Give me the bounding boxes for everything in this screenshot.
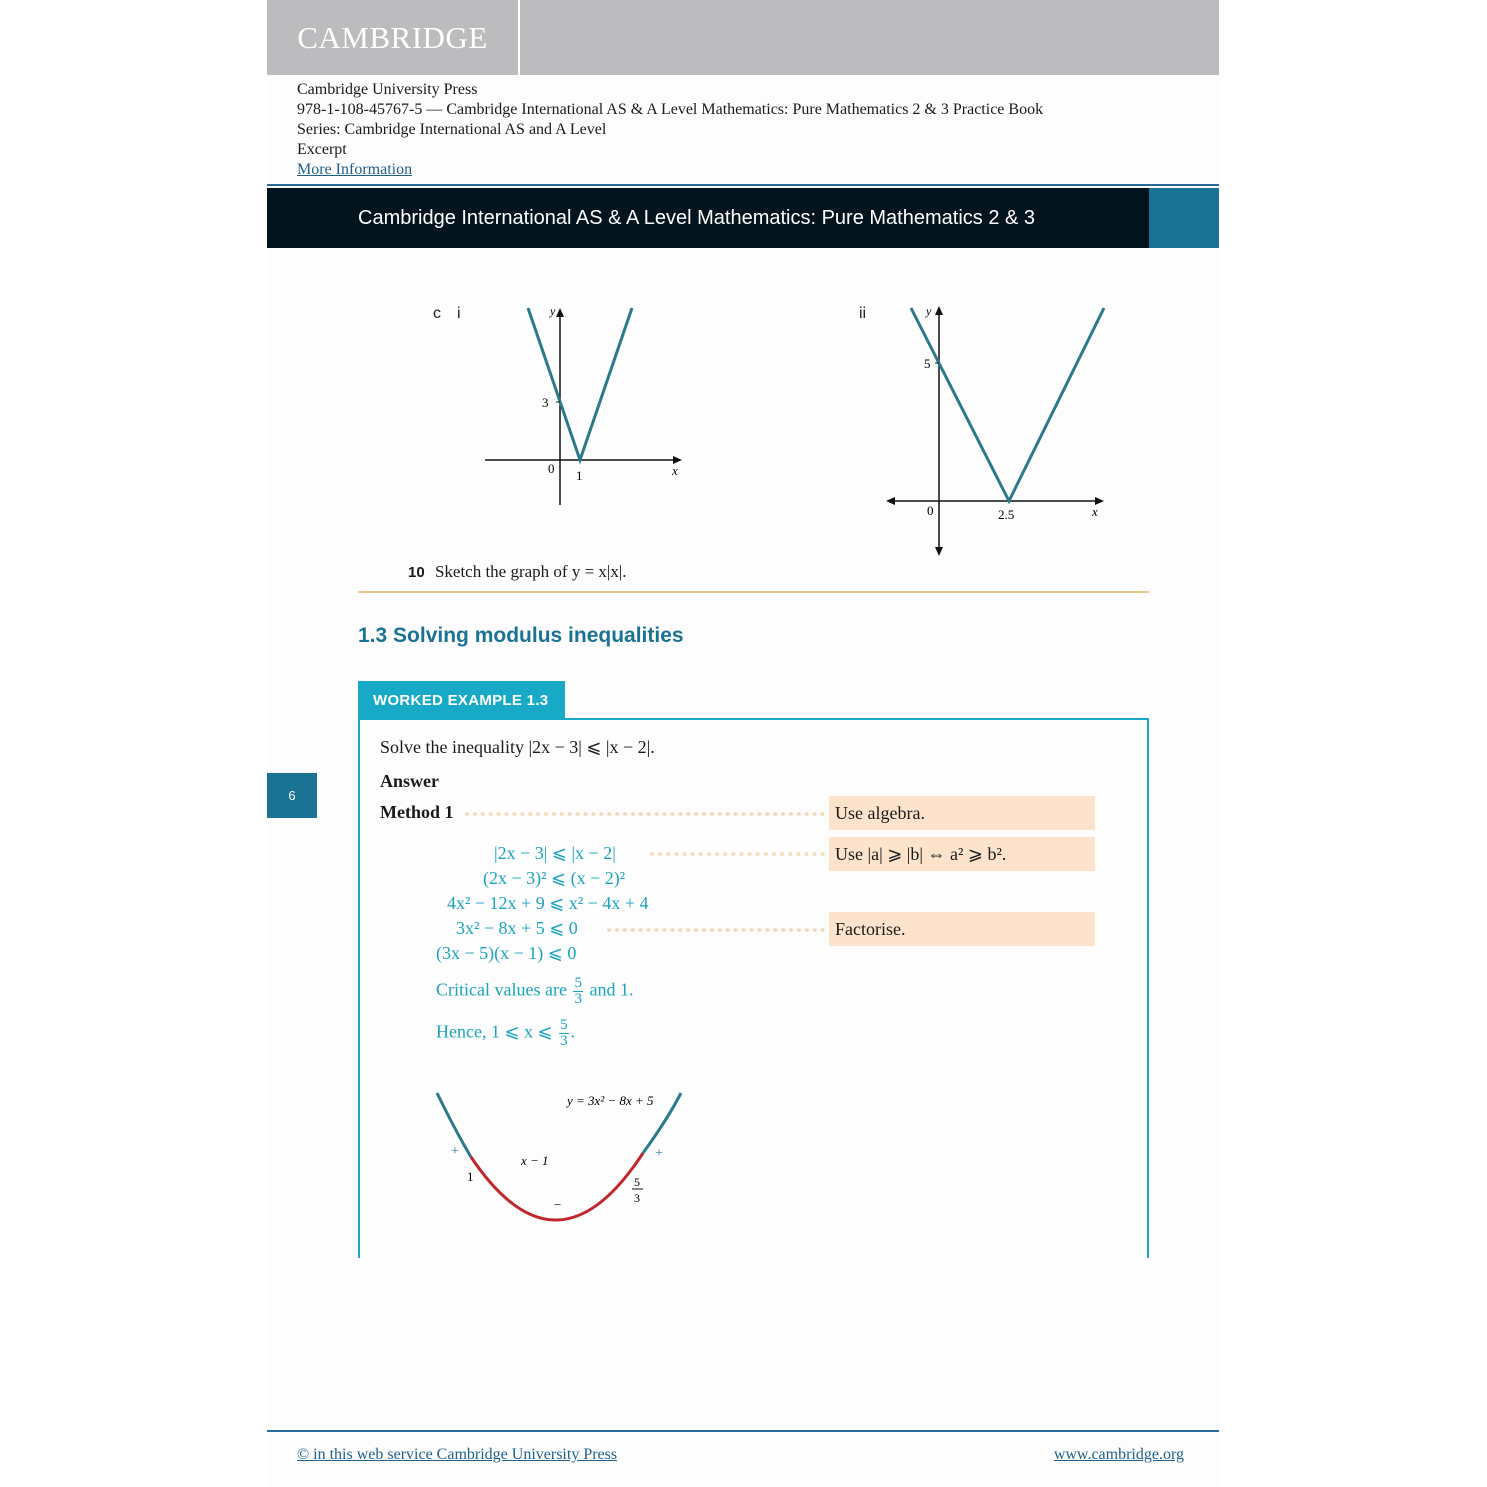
graph-ii-y-intercept: 5 — [924, 356, 931, 371]
title-tab-accent — [1149, 188, 1219, 248]
note-factorise — [829, 912, 1095, 946]
critical-suffix: and 1. — [589, 979, 634, 1000]
fraction-five-thirds — [559, 1018, 569, 1049]
leader-dots-1 — [465, 812, 825, 816]
graph-ii-x-label: x — [1092, 504, 1098, 519]
graph-i — [480, 300, 690, 510]
worked-example-tab: WORKED EXAMPLE 1.3 — [358, 681, 565, 719]
graph-ii-y-arrow-up — [935, 306, 943, 315]
graph-i-vertex: 1 — [576, 468, 583, 483]
header-divider — [267, 184, 1219, 186]
meta-publisher: Cambridge University Press — [297, 81, 478, 98]
graph-ii — [882, 300, 1112, 560]
note-text: Use algebra. — [835, 802, 925, 823]
frac-den: 3 — [574, 991, 582, 1007]
step-2: (2x − 3)² ⩽ (x − 2)² — [483, 868, 626, 888]
part-label-c: c — [433, 305, 441, 322]
section-title: 1.3 Solving modulus inequalities — [358, 624, 684, 647]
page-number: 6 — [267, 773, 317, 818]
note-text: Use |a| ⩾ |b| ⇔ a² ⩾ b². — [835, 843, 1007, 864]
sign-plus-right: + — [655, 1146, 663, 1161]
meta-excerpt: Excerpt — [297, 141, 347, 158]
graph-i-y-label: y — [550, 304, 556, 318]
graph-ii-y-arrow-down — [935, 547, 943, 556]
note-use-algebra — [829, 796, 1095, 830]
graph-i-origin: 0 — [548, 461, 555, 476]
frac-num: 5 — [574, 975, 582, 991]
fraction-five-thirds — [573, 976, 583, 1007]
leader-dots-3 — [607, 928, 825, 932]
answer-label: Answer — [380, 771, 439, 791]
note-modulus-squares — [829, 837, 1095, 871]
factor-label: x − 1 — [521, 1153, 549, 1168]
graph-ii-y-label: y — [926, 304, 932, 318]
sign-minus: − — [554, 1197, 562, 1212]
root-right-num: 5 — [634, 1175, 640, 1189]
graph-i-x-label: x — [672, 463, 678, 478]
graph-i-curve — [528, 308, 632, 460]
frac-num: 5 — [560, 1017, 568, 1033]
cambridge-website-link[interactable]: www.cambridge.org — [1053, 1446, 1184, 1463]
graph-i-y-intercept: 3 — [542, 395, 549, 410]
more-information-link[interactable]: More Information — [297, 161, 413, 178]
hence-line — [436, 1018, 575, 1049]
meta-series: Series: Cambridge International AS and A Level — [297, 121, 607, 138]
publisher-header — [267, 0, 1219, 75]
part-label-ii: ii — [859, 305, 867, 322]
step-3: 4x² − 12x + 9 ⩽ x² − 4x + 4 — [447, 893, 649, 913]
critical-prefix: Critical values are — [436, 979, 567, 1000]
part-label-i: i — [457, 305, 461, 322]
step-4: 3x² − 8x + 5 ⩽ 0 — [456, 918, 578, 938]
sign-plus-left: + — [451, 1144, 459, 1159]
question-number: 10 — [408, 564, 425, 581]
graph-ii-curve — [911, 308, 1104, 501]
step-5: (3x − 5)(x − 1) ⩽ 0 — [436, 943, 577, 963]
critical-values — [436, 976, 633, 1007]
page — [267, 0, 1219, 1487]
graph-i-y-arrow — [556, 308, 564, 317]
question-text: Sketch the graph of y = x|x|. — [434, 562, 627, 581]
cambridge-logo[interactable]: CAMBRIDGE — [267, 0, 520, 75]
book-title: Cambridge International AS & A Level Mathematics: Pure Mathematics 2 & 3 — [358, 206, 1036, 229]
step-1: |2x − 3| ⩽ |x − 2| — [494, 843, 616, 863]
leader-dots-2 — [650, 852, 825, 856]
frac-den: 3 — [560, 1033, 568, 1049]
book-meta — [297, 80, 1043, 180]
graph-ii-vertex: 2.5 — [998, 507, 1015, 522]
root-left: 1 — [467, 1169, 474, 1184]
book-title-band — [267, 188, 1149, 248]
question-10 — [408, 562, 627, 582]
graph-ii-x-arrow-left — [886, 497, 895, 505]
parabola-equation: y = 3x² − 8x + 5 — [567, 1093, 654, 1108]
copyright-link[interactable]: © in this web service Cambridge University Press — [297, 1446, 618, 1463]
section-divider — [358, 591, 1149, 593]
worked-example-prompt: Solve the inequality |2x − 3| ⩽ |x − 2|. — [380, 737, 655, 757]
footer-divider — [267, 1430, 1219, 1432]
graph-ii-origin: 0 — [927, 503, 934, 518]
hence-suffix: . — [570, 1021, 576, 1042]
root-right-den: 3 — [634, 1191, 640, 1205]
parabola-sketch — [427, 1085, 697, 1225]
meta-isbn-title: 978-1-108-45767-5 — Cambridge International AS & A Level Mathematics: Pure Mathematics 2 & 3 Practice Book — [297, 101, 1044, 118]
note-text: Factorise. — [835, 918, 906, 939]
method-label: Method 1 — [380, 802, 454, 822]
hence-prefix: Hence, 1 ⩽ x ⩽ — [436, 1021, 553, 1042]
